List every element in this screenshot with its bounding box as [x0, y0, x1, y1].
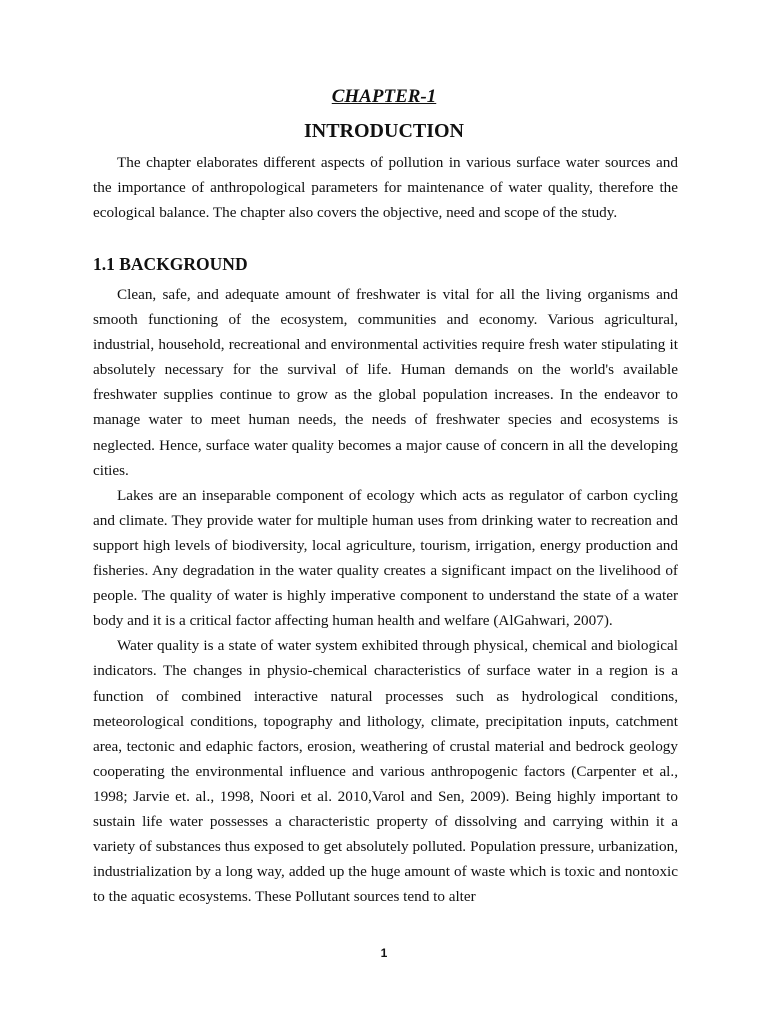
background-paragraph-2: Lakes are an inseparable component of ecology which acts as regulator of carbon cycling and climate. They provide water for multiple human uses from drinking water to recreation and support high levels of biodiversity, local agriculture, tourism, irrigation, energy production and fisheries. Any degradation in the water quality creates a significant impact on the livelihood of people. The quality of water is highly imperative component to understand the state of a water body and it is a critical factor affecting human health and welfare (AlGahwari, 2007). [93, 486, 678, 630]
background-paragraph-3: Water quality is a state of water system exhibited through physical, chemical and biological indicators. The changes in physio-chemical characteristics of surface water in a region is a function of combined interactive natural processes such as hydrological conditions, meteorological conditions, topography and lithology, climate, precipitation inputs, catchment area, tectonic and edaphic factors, erosion, weathering of crustal material and bedrock geology cooperating the environmental influence and various anthropogenic factors (Carpenter et al., 1998; Jarvie et. al., 1998, Noori et al. 2010,Varol and Sen, 2009). Being highly important to sustain life water possesses a characteristic property of dissolving and carrying within it a variety of substances thus exposed to get absolutely polluted. Population pressure, urbanization, industrialization by a long way, added up the huge amount of waste which is toxic and nontoxic to the aquatic ecosystems. These Pollutant sources tend to alter [93, 637, 678, 906]
page-number: 1 [380, 946, 388, 960]
intro-paragraph: The chapter elaborates different aspects of pollution in various surface water sources and the importance of anthropological parameters for maintenance of water quality, therefore the ecological balance. The chapter also covers the objective, need and scope of the study. [93, 154, 678, 222]
chapter-label: CHAPTER-1 [331, 86, 437, 107]
chapter-title: INTRODUCTION [303, 120, 465, 142]
intro-section [93, 150, 678, 225]
background-paragraph-1: Clean, safe, and adequate amount of freshwater is vital for all the living organisms and smooth functioning of the ecosystem, communities and economy. Various agricultural, industrial, household, recreational and environmental activities require fresh water stipulating it absolutely necessary for the survival of life. Human demands on the world's available freshwater supplies continue to grow as the global population increases. In the endeavor to manage water to meet human needs, the needs of freshwater species and ecosystems is neglected. Hence, surface water quality becomes a major cause of concern in all the developing cities. [93, 286, 678, 479]
section-heading-background: 1.1 BACKGROUND [93, 254, 248, 274]
background-section-body [93, 282, 678, 909]
